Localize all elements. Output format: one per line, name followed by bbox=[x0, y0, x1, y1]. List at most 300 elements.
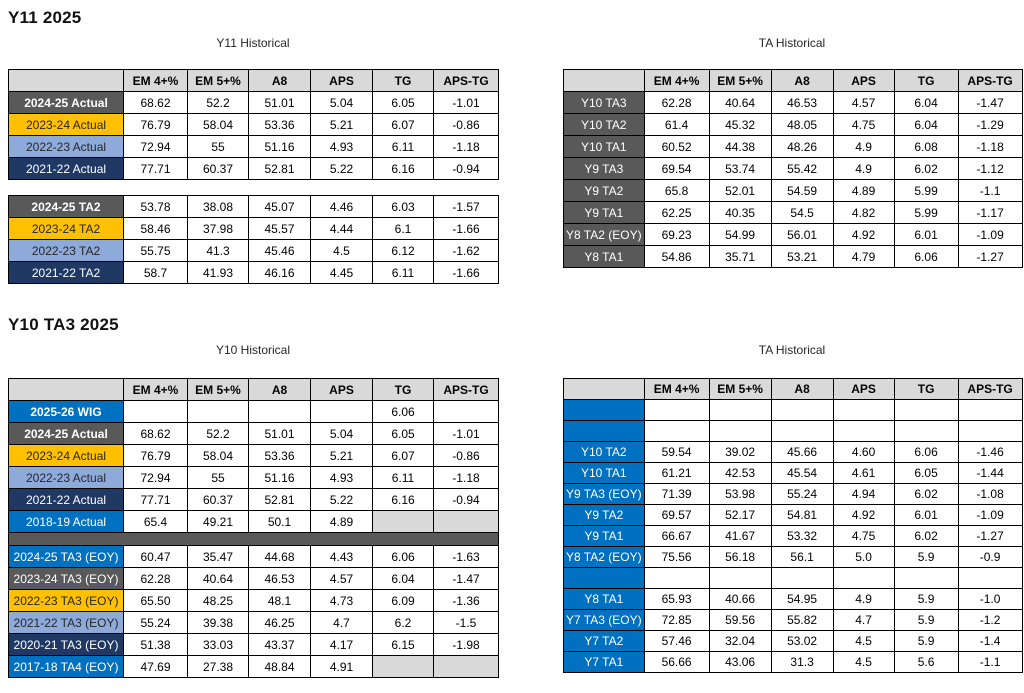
data-cell: 4.44 bbox=[311, 218, 373, 240]
data-table bbox=[563, 69, 1023, 268]
row-label-cell: Y9 TA3 bbox=[564, 158, 645, 180]
column-header-cell: TG bbox=[894, 379, 958, 400]
row-label-cell: 2024-25 Actual bbox=[9, 92, 124, 114]
data-cell: -1.01 bbox=[434, 423, 499, 445]
data-cell: -1.1 bbox=[958, 180, 1022, 202]
data-cell: 5.22 bbox=[311, 489, 373, 511]
data-cell: 53.21 bbox=[771, 246, 833, 268]
row-label-cell: 2024-25 TA2 bbox=[9, 196, 124, 218]
data-cell: 59.54 bbox=[644, 442, 709, 463]
column-header-cell: EM 4+% bbox=[124, 379, 188, 401]
data-cell: -1.18 bbox=[958, 136, 1022, 158]
data-cell: 6.01 bbox=[894, 224, 958, 246]
data-cell: 75.56 bbox=[644, 547, 709, 568]
data-cell: 58.04 bbox=[188, 445, 249, 467]
data-cell: 53.36 bbox=[249, 114, 311, 136]
data-cell: 6.04 bbox=[373, 568, 434, 590]
data-cell: 56.66 bbox=[644, 652, 709, 673]
corner-cell bbox=[9, 379, 124, 401]
table-row bbox=[564, 246, 1023, 268]
data-cell: 4.93 bbox=[311, 136, 373, 158]
row-label-cell: Y9 TA3 (EOY) bbox=[564, 484, 645, 505]
data-cell: 58.04 bbox=[188, 114, 249, 136]
data-cell: 4.92 bbox=[833, 505, 894, 526]
data-cell: 71.39 bbox=[644, 484, 709, 505]
data-cell: 4.79 bbox=[833, 246, 894, 268]
data-cell: 41.67 bbox=[709, 526, 771, 547]
row-label-cell: 2024-25 TA3 (EOY) bbox=[9, 546, 124, 568]
data-cell: 44.68 bbox=[249, 546, 311, 568]
data-cell: 54.95 bbox=[771, 589, 833, 610]
data-cell: 45.07 bbox=[249, 196, 311, 218]
data-cell: 53.36 bbox=[249, 445, 311, 467]
data-cell bbox=[249, 401, 311, 423]
data-cell: 59.56 bbox=[709, 610, 771, 631]
table-row bbox=[9, 401, 499, 423]
data-cell: 54.59 bbox=[771, 180, 833, 202]
data-cell: 55.24 bbox=[124, 612, 188, 634]
data-cell bbox=[188, 401, 249, 423]
data-cell: 5.21 bbox=[311, 445, 373, 467]
data-cell: 5.0 bbox=[833, 547, 894, 568]
column-header-cell: A8 bbox=[771, 379, 833, 400]
table-row bbox=[564, 421, 1023, 442]
data-cell: -1.2 bbox=[958, 610, 1022, 631]
data-cell: 57.46 bbox=[644, 631, 709, 652]
data-cell: 33.03 bbox=[188, 634, 249, 656]
data-cell: 4.43 bbox=[311, 546, 373, 568]
data-cell: 6.04 bbox=[894, 114, 958, 136]
data-cell: -1.17 bbox=[958, 202, 1022, 224]
data-cell: 48.84 bbox=[249, 656, 311, 678]
empty-gray-cell bbox=[434, 511, 499, 533]
data-cell: 4.57 bbox=[833, 92, 894, 114]
data-cell: 68.62 bbox=[124, 92, 188, 114]
data-cell: 51.16 bbox=[249, 467, 311, 489]
column-header-cell: EM 5+% bbox=[709, 379, 771, 400]
data-cell: 4.7 bbox=[311, 612, 373, 634]
data-cell: 27.38 bbox=[188, 656, 249, 678]
data-cell: -0.9 bbox=[958, 547, 1022, 568]
data-cell: 4.75 bbox=[833, 526, 894, 547]
data-cell: 41.93 bbox=[188, 262, 249, 284]
table-row bbox=[564, 526, 1023, 547]
data-cell bbox=[894, 400, 958, 421]
data-cell: 5.22 bbox=[311, 158, 373, 180]
data-cell: -1.18 bbox=[434, 136, 499, 158]
table-row bbox=[564, 505, 1023, 526]
header-row bbox=[564, 70, 1023, 92]
data-cell: 43.06 bbox=[709, 652, 771, 673]
data-cell: 60.37 bbox=[188, 489, 249, 511]
data-cell: 52.01 bbox=[709, 180, 771, 202]
data-cell: 5.04 bbox=[311, 92, 373, 114]
data-cell: 5.99 bbox=[894, 202, 958, 224]
data-cell: 65.8 bbox=[644, 180, 709, 202]
empty-gray-cell bbox=[373, 656, 434, 678]
data-cell: 6.02 bbox=[894, 158, 958, 180]
data-cell: 69.54 bbox=[644, 158, 709, 180]
data-cell: 6.05 bbox=[894, 463, 958, 484]
table-row bbox=[564, 631, 1023, 652]
data-cell: 4.94 bbox=[833, 484, 894, 505]
data-cell: -1.44 bbox=[958, 463, 1022, 484]
row-label-cell: Y7 TA1 bbox=[564, 652, 645, 673]
data-cell bbox=[644, 400, 709, 421]
data-cell: 6.2 bbox=[373, 612, 434, 634]
separator-cell bbox=[9, 533, 499, 546]
column-header-cell: EM 4+% bbox=[644, 379, 709, 400]
data-cell: 4.89 bbox=[833, 180, 894, 202]
data-cell: 5.9 bbox=[894, 610, 958, 631]
data-cell: 52.2 bbox=[188, 92, 249, 114]
column-header-cell: APS-TG bbox=[958, 70, 1022, 92]
data-cell: 6.08 bbox=[894, 136, 958, 158]
data-cell: 42.53 bbox=[709, 463, 771, 484]
column-header-cell: TG bbox=[373, 70, 434, 92]
data-cell: 44.38 bbox=[709, 136, 771, 158]
row-label-cell: Y8 TA2 (EOY) bbox=[564, 547, 645, 568]
row-label-cell: 2022-23 TA3 (EOY) bbox=[9, 590, 124, 612]
data-cell: 4.17 bbox=[311, 634, 373, 656]
data-cell: 66.67 bbox=[644, 526, 709, 547]
data-cell: -1.09 bbox=[958, 224, 1022, 246]
data-cell: 6.07 bbox=[373, 114, 434, 136]
data-cell: 6.16 bbox=[373, 158, 434, 180]
data-cell: 4.82 bbox=[833, 202, 894, 224]
data-cell: 76.79 bbox=[124, 445, 188, 467]
data-cell: 6.02 bbox=[894, 526, 958, 547]
column-header-cell: A8 bbox=[771, 70, 833, 92]
data-cell: 51.01 bbox=[249, 423, 311, 445]
table-row bbox=[9, 158, 499, 180]
table-row bbox=[564, 463, 1023, 484]
column-header-cell: EM 5+% bbox=[188, 379, 249, 401]
table-row bbox=[9, 511, 499, 533]
data-cell: 6.11 bbox=[373, 467, 434, 489]
data-cell: 58.7 bbox=[124, 262, 188, 284]
data-cell: 5.99 bbox=[894, 180, 958, 202]
data-cell: -1.09 bbox=[958, 505, 1022, 526]
column-header-cell: TG bbox=[894, 70, 958, 92]
table-row bbox=[9, 590, 499, 612]
ta-historical-table-bottom bbox=[563, 378, 1023, 673]
section-heading-y11: Y11 2025 bbox=[8, 8, 82, 27]
data-cell: 4.45 bbox=[311, 262, 373, 284]
row-label-cell: 2023-24 TA3 (EOY) bbox=[9, 568, 124, 590]
table-row bbox=[9, 467, 499, 489]
data-cell: 72.94 bbox=[124, 467, 188, 489]
data-cell: 60.47 bbox=[124, 546, 188, 568]
data-cell: 6.06 bbox=[894, 246, 958, 268]
table-row bbox=[564, 180, 1023, 202]
data-cell: -1.12 bbox=[958, 158, 1022, 180]
data-cell: 51.38 bbox=[124, 634, 188, 656]
row-label-cell: 2025-26 WIG bbox=[9, 401, 124, 423]
data-cell: -0.94 bbox=[434, 158, 499, 180]
data-cell: 4.91 bbox=[311, 656, 373, 678]
data-cell: 55.42 bbox=[771, 158, 833, 180]
column-header-cell: APS bbox=[311, 379, 373, 401]
data-cell: 45.57 bbox=[249, 218, 311, 240]
data-cell bbox=[833, 568, 894, 589]
data-cell: 4.93 bbox=[311, 467, 373, 489]
data-cell: 55.24 bbox=[771, 484, 833, 505]
data-cell: -1.63 bbox=[434, 546, 499, 568]
column-header-cell: A8 bbox=[249, 70, 311, 92]
table-title-ta-historical-top: TA Historical bbox=[758, 36, 826, 50]
row-label-cell: 2020-21 TA3 (EOY) bbox=[9, 634, 124, 656]
table-row bbox=[9, 196, 499, 218]
row-label-cell: 2021-22 Actual bbox=[9, 158, 124, 180]
table-row bbox=[9, 218, 499, 240]
data-cell bbox=[644, 421, 709, 442]
data-cell: 76.79 bbox=[124, 114, 188, 136]
row-label-cell: 2021-22 TA3 (EOY) bbox=[9, 612, 124, 634]
data-cell: 40.35 bbox=[709, 202, 771, 224]
data-cell: 39.38 bbox=[188, 612, 249, 634]
table-row bbox=[9, 445, 499, 467]
data-cell: 62.28 bbox=[644, 92, 709, 114]
table-title-y11-historical: Y11 Historical bbox=[216, 36, 290, 50]
data-cell: 6.04 bbox=[894, 92, 958, 114]
table-row bbox=[9, 612, 499, 634]
data-cell: -1.4 bbox=[958, 631, 1022, 652]
table-row bbox=[564, 224, 1023, 246]
data-cell: 4.9 bbox=[833, 136, 894, 158]
data-cell: 45.66 bbox=[771, 442, 833, 463]
data-cell: 5.9 bbox=[894, 589, 958, 610]
row-label-cell: Y10 TA2 bbox=[564, 114, 645, 136]
data-cell: 4.89 bbox=[311, 511, 373, 533]
header-row bbox=[564, 379, 1023, 400]
data-cell: 6.11 bbox=[373, 262, 434, 284]
data-cell: 61.21 bbox=[644, 463, 709, 484]
data-cell: -0.86 bbox=[434, 114, 499, 136]
row-label-cell: Y10 TA2 bbox=[564, 442, 645, 463]
column-header-cell: EM 4+% bbox=[644, 70, 709, 92]
row-label-cell: Y8 TA1 bbox=[564, 246, 645, 268]
data-cell: 51.16 bbox=[249, 136, 311, 158]
row-label-cell: 2022-23 TA2 bbox=[9, 240, 124, 262]
data-cell bbox=[709, 421, 771, 442]
data-cell: -1.27 bbox=[958, 526, 1022, 547]
data-cell: 55.75 bbox=[124, 240, 188, 262]
table-row bbox=[9, 92, 499, 114]
data-cell: 62.28 bbox=[124, 568, 188, 590]
row-label-cell bbox=[564, 568, 645, 589]
data-cell: 4.9 bbox=[833, 589, 894, 610]
column-header-cell: APS-TG bbox=[434, 70, 499, 92]
data-cell: -1.5 bbox=[434, 612, 499, 634]
table-row bbox=[9, 634, 499, 656]
data-cell: 58.46 bbox=[124, 218, 188, 240]
data-cell: 55 bbox=[188, 136, 249, 158]
data-table bbox=[8, 69, 499, 180]
data-cell: 40.66 bbox=[709, 589, 771, 610]
data-cell: 46.25 bbox=[249, 612, 311, 634]
data-cell: 53.74 bbox=[709, 158, 771, 180]
column-header-cell: APS bbox=[833, 70, 894, 92]
table-row bbox=[564, 92, 1023, 114]
data-cell: 51.01 bbox=[249, 92, 311, 114]
row-label-cell: 2017-18 TA4 (EOY) bbox=[9, 656, 124, 678]
data-cell bbox=[434, 401, 499, 423]
data-cell: 77.71 bbox=[124, 489, 188, 511]
data-cell bbox=[894, 421, 958, 442]
data-cell: 45.54 bbox=[771, 463, 833, 484]
data-cell: 68.62 bbox=[124, 423, 188, 445]
data-cell: 77.71 bbox=[124, 158, 188, 180]
data-cell: 6.16 bbox=[373, 489, 434, 511]
data-cell: 4.61 bbox=[833, 463, 894, 484]
data-cell: 43.37 bbox=[249, 634, 311, 656]
table-row bbox=[9, 656, 499, 678]
data-cell: 56.01 bbox=[771, 224, 833, 246]
corner-cell bbox=[564, 379, 645, 400]
row-label-cell: 2022-23 Actual bbox=[9, 136, 124, 158]
data-cell: 5.9 bbox=[894, 631, 958, 652]
data-cell: 5.04 bbox=[311, 423, 373, 445]
data-cell: -1.46 bbox=[958, 442, 1022, 463]
data-cell: 54.99 bbox=[709, 224, 771, 246]
data-cell: 52.17 bbox=[709, 505, 771, 526]
row-label-cell: Y9 TA2 bbox=[564, 180, 645, 202]
data-cell: -1.57 bbox=[434, 196, 499, 218]
data-cell: 65.93 bbox=[644, 589, 709, 610]
data-cell: 46.53 bbox=[771, 92, 833, 114]
data-cell: 52.81 bbox=[249, 158, 311, 180]
data-cell: 31.3 bbox=[771, 652, 833, 673]
data-table bbox=[8, 195, 499, 284]
table-title-y10-historical: Y10 Historical bbox=[215, 343, 291, 357]
data-cell: 6.15 bbox=[373, 634, 434, 656]
data-cell: 4.60 bbox=[833, 442, 894, 463]
data-cell: 48.25 bbox=[188, 590, 249, 612]
data-cell: 55 bbox=[188, 467, 249, 489]
header-row bbox=[9, 379, 499, 401]
table-row bbox=[564, 484, 1023, 505]
table-row bbox=[9, 262, 499, 284]
row-label-cell: 2021-22 TA2 bbox=[9, 262, 124, 284]
column-header-cell: EM 5+% bbox=[188, 70, 249, 92]
corner-cell bbox=[9, 70, 124, 92]
data-cell: 41.3 bbox=[188, 240, 249, 262]
row-label-cell: Y10 TA3 bbox=[564, 92, 645, 114]
header-row bbox=[9, 70, 499, 92]
row-label-cell bbox=[564, 400, 645, 421]
corner-cell bbox=[564, 70, 645, 92]
data-cell bbox=[644, 568, 709, 589]
row-label-cell: Y8 TA1 bbox=[564, 589, 645, 610]
data-cell: 45.46 bbox=[249, 240, 311, 262]
data-cell: 62.25 bbox=[644, 202, 709, 224]
data-cell: 60.52 bbox=[644, 136, 709, 158]
data-cell: 56.18 bbox=[709, 547, 771, 568]
data-cell: 6.01 bbox=[894, 505, 958, 526]
data-cell bbox=[771, 568, 833, 589]
table-row bbox=[564, 202, 1023, 224]
data-cell: 6.05 bbox=[373, 92, 434, 114]
data-cell: 37.98 bbox=[188, 218, 249, 240]
data-cell: 4.5 bbox=[833, 631, 894, 652]
data-cell: 4.5 bbox=[311, 240, 373, 262]
data-cell: -1.0 bbox=[958, 589, 1022, 610]
data-cell: 60.37 bbox=[188, 158, 249, 180]
data-cell: -1.27 bbox=[958, 246, 1022, 268]
row-label-cell: Y9 TA2 bbox=[564, 505, 645, 526]
data-cell: 4.57 bbox=[311, 568, 373, 590]
table-row bbox=[564, 114, 1023, 136]
separator-row bbox=[9, 533, 499, 546]
data-cell: 56.1 bbox=[771, 547, 833, 568]
data-cell: 54.81 bbox=[771, 505, 833, 526]
table-row bbox=[9, 114, 499, 136]
column-header-cell: EM 4+% bbox=[124, 70, 188, 92]
data-cell: 38.08 bbox=[188, 196, 249, 218]
data-cell: 54.86 bbox=[644, 246, 709, 268]
data-cell bbox=[833, 400, 894, 421]
data-cell: 72.85 bbox=[644, 610, 709, 631]
data-cell: 4.9 bbox=[833, 158, 894, 180]
data-cell: 4.92 bbox=[833, 224, 894, 246]
row-label-cell: Y9 TA1 bbox=[564, 526, 645, 547]
data-cell: 6.06 bbox=[373, 401, 434, 423]
empty-gray-cell bbox=[434, 656, 499, 678]
data-cell: 5.6 bbox=[894, 652, 958, 673]
data-cell bbox=[709, 568, 771, 589]
data-cell: -1.29 bbox=[958, 114, 1022, 136]
row-label-cell: 2018-19 Actual bbox=[9, 511, 124, 533]
data-cell: -1.66 bbox=[434, 218, 499, 240]
table-row bbox=[564, 136, 1023, 158]
row-label-cell: Y8 TA2 (EOY) bbox=[564, 224, 645, 246]
column-header-cell: APS bbox=[311, 70, 373, 92]
data-cell: -1.66 bbox=[434, 262, 499, 284]
table-row bbox=[9, 568, 499, 590]
section-heading-y10-ta3: Y10 TA3 2025 bbox=[8, 315, 119, 334]
data-cell: -1.47 bbox=[434, 568, 499, 590]
data-cell: 35.71 bbox=[709, 246, 771, 268]
data-cell: 46.16 bbox=[249, 262, 311, 284]
data-cell bbox=[894, 568, 958, 589]
data-cell: 65.4 bbox=[124, 511, 188, 533]
data-cell: -1.36 bbox=[434, 590, 499, 612]
row-label-cell: Y7 TA2 bbox=[564, 631, 645, 652]
column-header-cell: APS-TG bbox=[958, 379, 1022, 400]
data-cell: 47.69 bbox=[124, 656, 188, 678]
ta-historical-table-top bbox=[563, 69, 1023, 268]
data-cell: 5.9 bbox=[894, 547, 958, 568]
table-row bbox=[564, 400, 1023, 421]
data-cell: 69.23 bbox=[644, 224, 709, 246]
data-cell bbox=[958, 568, 1022, 589]
table-row bbox=[9, 240, 499, 262]
table-row bbox=[564, 568, 1023, 589]
data-cell: 50.1 bbox=[249, 511, 311, 533]
data-cell: 6.05 bbox=[373, 423, 434, 445]
y11-historical-table bbox=[8, 69, 499, 284]
table-row bbox=[9, 489, 499, 511]
column-header-cell: APS bbox=[833, 379, 894, 400]
data-cell: 61.4 bbox=[644, 114, 709, 136]
data-cell: 4.73 bbox=[311, 590, 373, 612]
data-table bbox=[8, 378, 499, 678]
row-label-cell: Y10 TA1 bbox=[564, 136, 645, 158]
data-cell: 48.26 bbox=[771, 136, 833, 158]
data-cell: -1.18 bbox=[434, 467, 499, 489]
data-cell: 65.50 bbox=[124, 590, 188, 612]
